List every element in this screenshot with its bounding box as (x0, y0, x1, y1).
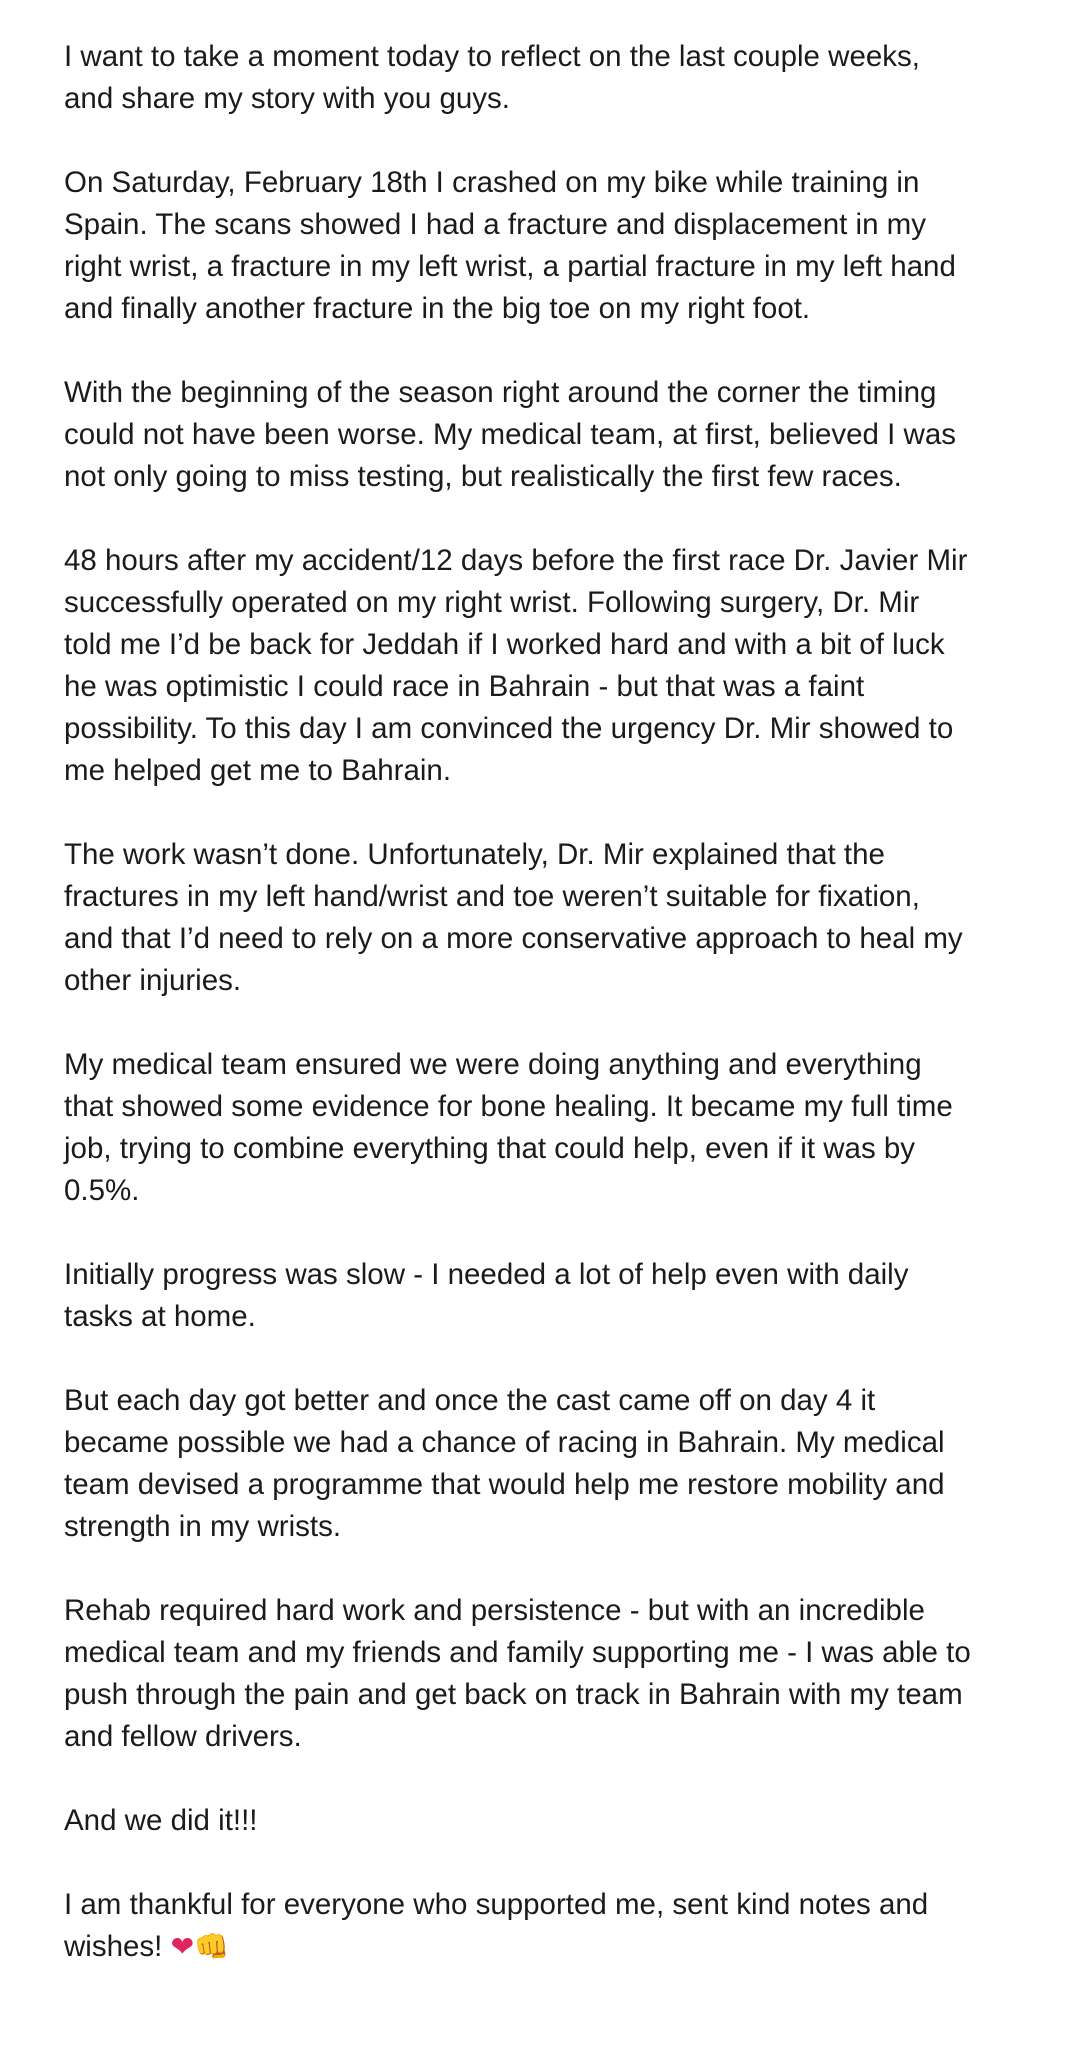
paragraph: Initially progress was slow - I needed a lot of help even with daily tasks at home. (64, 1258, 909, 1333)
paragraph: 48 hours after my accident/12 days before the first race Dr. Javier Mir successfully operated on my right wrist. Following surgery, Dr. Mir told me I’d be back for Jeddah if I worked hard and with a bit of luck he was optimistic I could race in Bahrain - but that was a faint possibility. To this day I am convinced the urgency Dr. Mir showed to me helped get me to Bahrain. (64, 544, 968, 787)
paragraph: My medical team ensured we were doing anything and everything that showed some evidence for bone healing. It became my full time job, trying to combine everything that could help, even if it was by 0.5%. (64, 1048, 953, 1207)
paragraph: But each day got better and once the cast came off on day 4 it became possible we had a chance of racing in Bahrain. My medical team devised a programme that would help me restore mobility and strength in my wrists. (64, 1384, 945, 1543)
paragraph: The work wasn’t done. Unfortunately, Dr. Mir explained that the fractures in my left hand/wrist and toe weren’t suitable for fixation, and that I’d need to rely on a more conservative approach to heal my other injuries. (64, 838, 963, 997)
paragraph: On Saturday, February 18th I crashed on my bike while training in Spain. The scans showed I had a fracture and displacement in my right wrist, a fracture in my left wrist, a partial fracture in my left hand and finally another fracture in the big toe on my right foot. (64, 166, 956, 325)
paragraph: I want to take a moment today to reflect on the last couple weeks, and share my story with you guys. (64, 40, 920, 115)
paragraph: With the beginning of the season right around the corner the timing could not have been worse. My medical team, at first, believed I was not only going to miss testing, but realistically the first few races. (64, 376, 956, 493)
fist-bump-icon: 👊 (194, 1930, 229, 1963)
paragraph: I am thankful for everyone who supported me, sent kind notes and wishes! ❤👊 (64, 1888, 929, 1963)
note-body (64, 36, 1064, 2010)
paragraph: Rehab required hard work and persistence - but with an incredible medical team and my friends and family supporting me - I was able to push through the pain and get back on track in Bahrain with my team and fellow drivers. (64, 1594, 971, 1753)
heart-icon: ❤ (170, 1930, 195, 1963)
paragraph: And we did it!!! (64, 1804, 258, 1837)
